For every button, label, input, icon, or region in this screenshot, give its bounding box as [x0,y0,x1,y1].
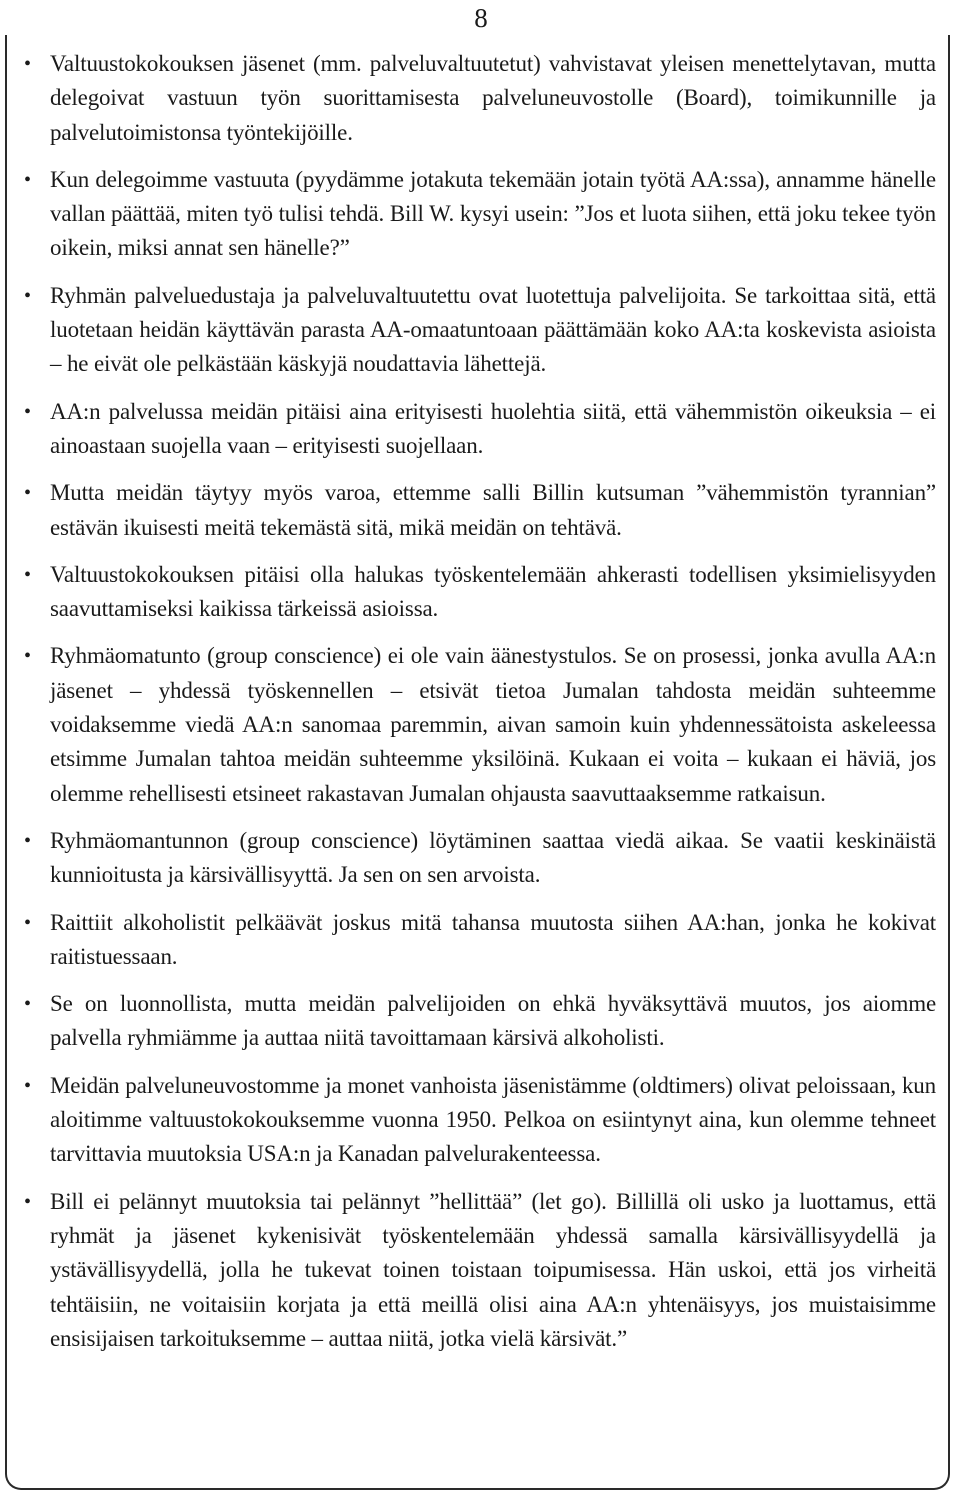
bullet-list [22,47,936,1356]
bullet-icon: • [24,993,31,1016]
list-item [22,47,936,150]
bullet-icon: • [24,1074,31,1097]
bullet-icon: • [24,829,31,852]
list-item [22,163,936,266]
list-item-text: Raittiit alkoholistit pelkäävät joskus mitä tahansa muutosta siihen AA:han, jonka he kokivat raitistuessaan. [50,909,936,969]
list-item-text: Ryhmäomantunnon (group conscience) löytäminen saattaa viedä aikaa. Se vaatii keskinäistä kunnioitusta ja kärsivällisyyttä. Ja sen on sen arvoista. [50,827,936,888]
list-item [22,1185,936,1356]
list-item-text: Se on luonnollista, mutta meidän palvelijoiden on ehkä hyväksyttävä muutos, jos aiomme palvella ryhmiämme ja auttaa niitä tavoittamaan kärsivä alkoholisti. [50,991,936,1051]
list-item-text: Kun delegoimme vastuuta (pyydämme jotakuta tekemään jotain työtä AA:ssa), annamme hänelle vallan päättää, miten työ tulisi tehdä. Bill W. kysyi usein: ”Jos et luota siihen, että joku tekee työn oikein, miksi annat sen hänelle?” [50,166,936,261]
list-item [22,395,936,464]
bullet-icon: • [24,563,31,586]
list-item-text: Ryhmän palveluedustaja ja palveluvaltuutettu ovat luotettuja palvelijoita. Se tarkoittaa sitä, että luotetaan heidän käyttävän parasta AA-omaatuntoaan päättämään koko AA:ta koskevista asioista – he eivät ole pelkästään käskyjä noudattavia lähettejä. [50,282,936,377]
page-number: 8 [474,3,488,33]
list-item [22,558,936,627]
list-item [22,639,936,810]
list-item [22,987,936,1056]
bullet-icon: • [24,400,31,423]
bullet-icon: • [24,284,31,307]
list-item [22,476,936,545]
bullet-icon: • [24,53,31,75]
list-item [22,824,936,893]
list-item-text: AA:n palvelussa meidän pitäisi aina erityisesti huolehtia siitä, että vähemmistön oikeuksia – ei ainoastaan suojella vaan – erityisesti suojellaan. [50,398,936,458]
bullet-icon: • [24,168,31,191]
list-item [22,279,936,382]
list-item-text: Ryhmäomatunto (group conscience) ei ole vain äänestystulos. Se on prosessi, jonka avulla AA:n jäsenet – yhdessä työskennellen – etsivät tietoa Jumalan tahdosta meidän suhteemme voidaksemme viedä AA:n sanomaa paremmin, aivan samoin kuin yhdennessätoista askeleessa etsimme Jumalan tahtoa meidän suhteemme yksilöinä. Kukaan ei voita – kukaan ei häviä, jos olemme rehellisesti etsineet rakastavan Jumalan ohjausta saavuttaaksemme ratkaisun. [50,643,936,806]
list-item-text: Valtuustokokouksen jäsenet (mm. palveluvaltuutetut) vahvistavat yleisen menettelytavan, mutta delegoivat vastuun työn suorittamisesta palveluneuvostolle (Board), toimikunnille ja palvelutoimistonsa työntekijöille. [50,51,936,145]
page-content [22,47,936,1369]
bullet-icon: • [24,645,31,668]
list-item-text: Meidän palveluneuvostomme ja monet vanhoista jäsenistämme (oldtimers) olivat peloissaan, kun aloitimme valtuustokokouksemme vuonna 1950. Pelkoa on esiintynyt aina, kun olemme tehneet tarvittavia muutoksia USA:n ja Kanadan palvelurakenteessa. [50,1072,936,1167]
list-item [22,906,936,975]
list-item-text: Mutta meidän täytyy myös varoa, ettemme salli Billin kutsuman ”vähemmistön tyrannian” estävän ikuisesti meitä tekemästä sitä, mikä meidän on tehtävä. [50,480,936,540]
bullet-icon: • [24,911,31,934]
list-item-text: Valtuustokokouksen pitäisi olla halukas työskentelemään ahkerasti todellisen yksimielisyyden saavuttamiseksi kaikissa tärkeissä asioissa. [50,561,936,622]
bullet-icon: • [24,482,31,505]
list-item [22,1069,936,1172]
bullet-icon: • [24,1190,31,1213]
list-item-text: Bill ei pelännyt muutoksia tai pelännyt ”hellittää” (let go). Billillä oli usko ja luottamus, että ryhmät ja jäsenet kykenisivät työskentelemään yhdessä samalla kärsivällisyydellä ja ystävällisyydellä, jolla he tukevat toinen toistaan toipumisessa. Hän uskoi, että jos virheitä tehtäisiin, ne voitaisiin korjata ja että meillä olisi aina AA:n yhtenäisyys, jos muistaisimme ensisijaisen tarkoituksemme – auttaa niitä, jotka vielä kärsivät.” [50,1188,936,1351]
